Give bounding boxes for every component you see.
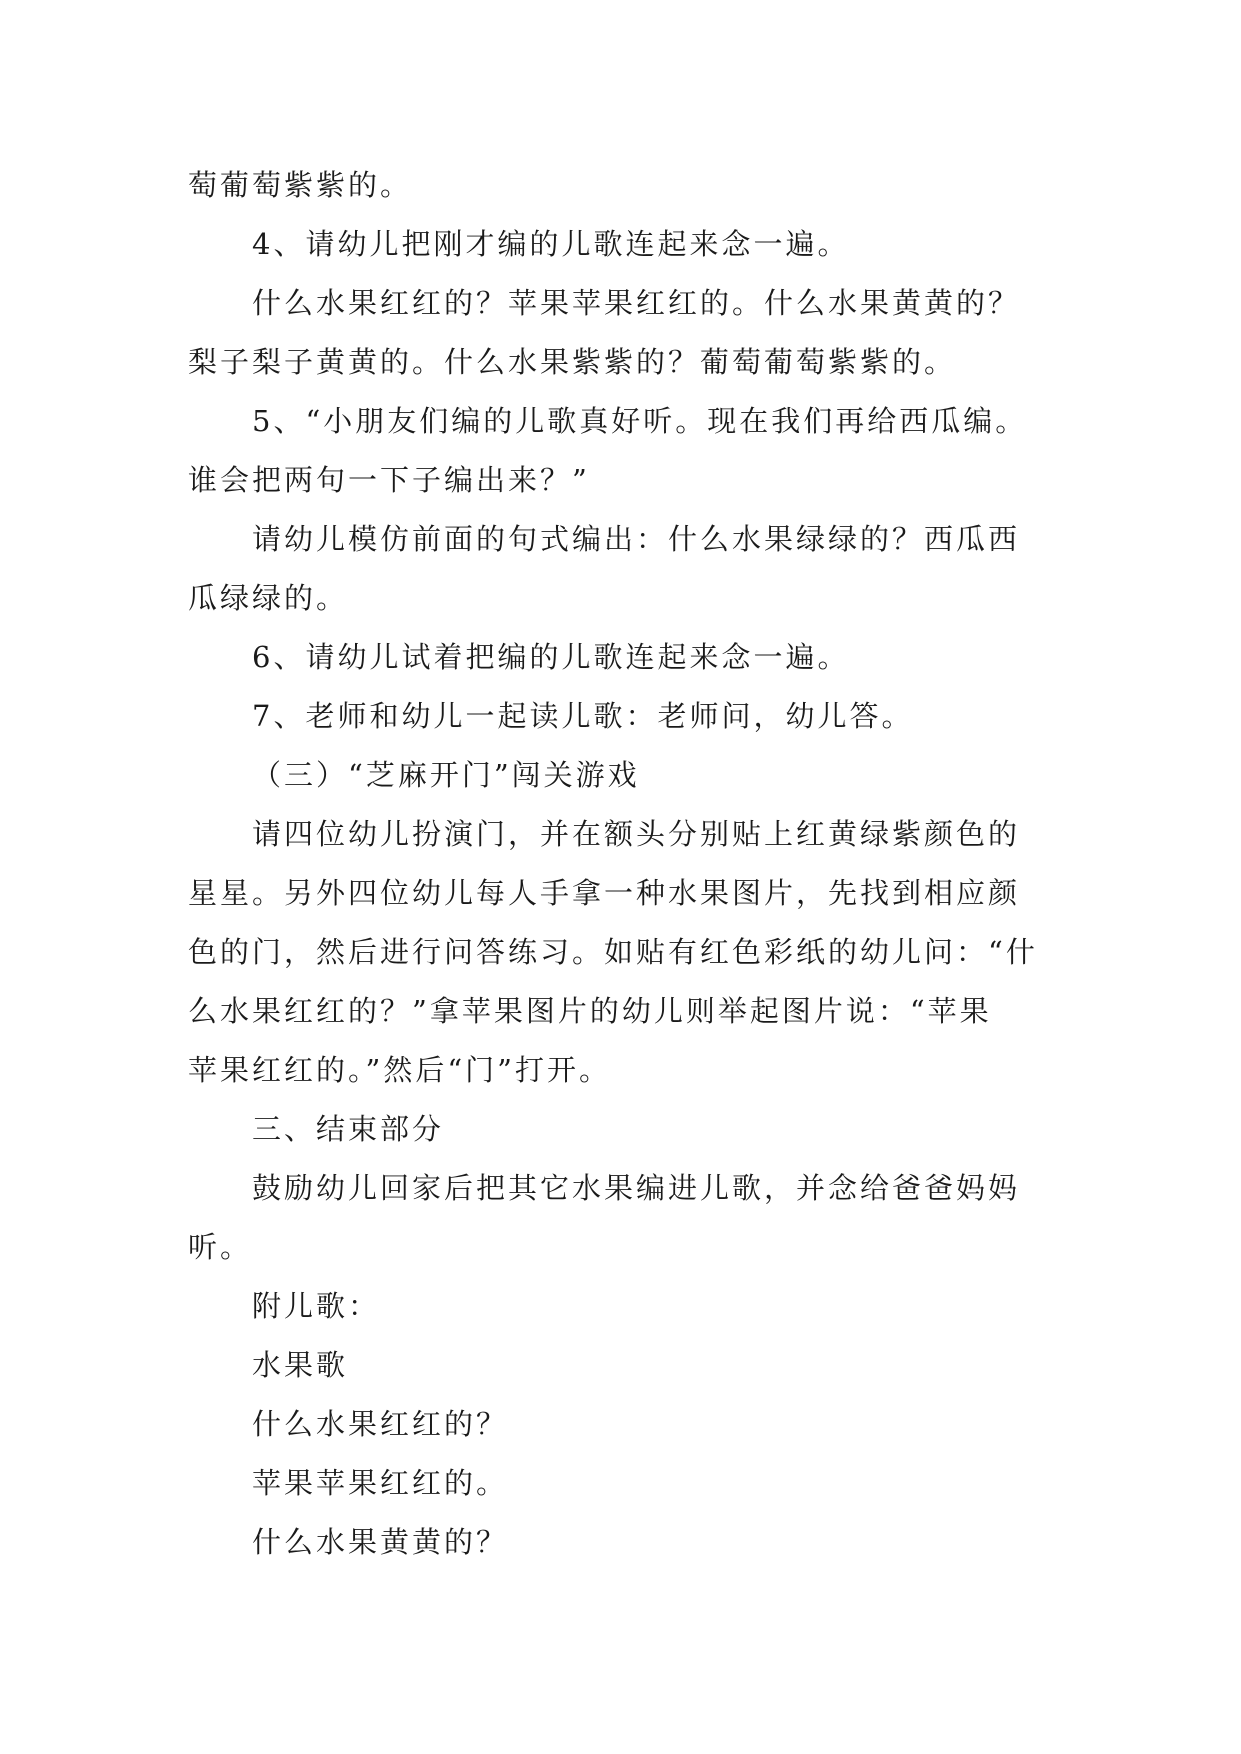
paragraph-line: 色的门，然后进行问答练习。如贴有红色彩纸的幼儿问：“什 [188, 935, 1038, 969]
paragraph-line: 苹果红红的。”然后“门”打开。 [188, 1053, 611, 1087]
paragraph-line: 听。 [188, 1230, 253, 1264]
paragraph-line: 么水果红红的？”拿苹果图片的幼儿则举起图片说：“苹果 [188, 994, 992, 1028]
paragraph-line: 苹果苹果红红的。 [252, 1466, 509, 1500]
paragraph-line: 萄葡萄紫紫的。 [188, 168, 413, 202]
paragraph-line: 4、请幼儿把刚才编的儿歌连起来念一遍。 [252, 227, 850, 261]
paragraph-line: 7、老师和幼儿一起读儿歌：老师问，幼儿答。 [252, 699, 914, 733]
paragraph-line: 什么水果红红的？ [252, 1407, 509, 1441]
paragraph-line: 梨子梨子黄黄的。什么水果紫紫的？葡萄葡萄紫紫的。 [188, 345, 957, 379]
paragraph-line: 请四位幼儿扮演门，并在额头分别贴上红黄绿紫颜色的 [252, 817, 1021, 851]
paragraph-line: 请幼儿模仿前面的句式编出：什么水果绿绿的？西瓜西 [252, 522, 1021, 556]
paragraph-line: 三、结束部分 [252, 1112, 445, 1146]
paragraph-line: 星星。另外四位幼儿每人手拿一种水果图片，先找到相应颜 [188, 876, 1021, 910]
paragraph-line: 什么水果黄黄的？ [252, 1525, 509, 1559]
paragraph-line: 附儿歌： [252, 1289, 381, 1323]
paragraph-line: 鼓励幼儿回家后把其它水果编进儿歌，并念给爸爸妈妈 [252, 1171, 1021, 1205]
paragraph-line: 谁会把两句一下子编出来？” [188, 463, 590, 497]
paragraph-line: 水果歌 [252, 1348, 349, 1382]
paragraph-line: （三）“芝麻开门”闯关游戏 [252, 758, 640, 792]
paragraph-line: 什么水果红红的？苹果苹果红红的。什么水果黄黄的？ [252, 286, 1021, 320]
paragraph-line: 瓜绿绿的。 [188, 581, 349, 615]
paragraph-line: 5、“小朋友们编的儿歌真好听。现在我们再给西瓜编。 [252, 404, 1028, 438]
paragraph-line: 6、请幼儿试着把编的儿歌连起来念一遍。 [252, 640, 850, 674]
document-body [188, 156, 1068, 1572]
